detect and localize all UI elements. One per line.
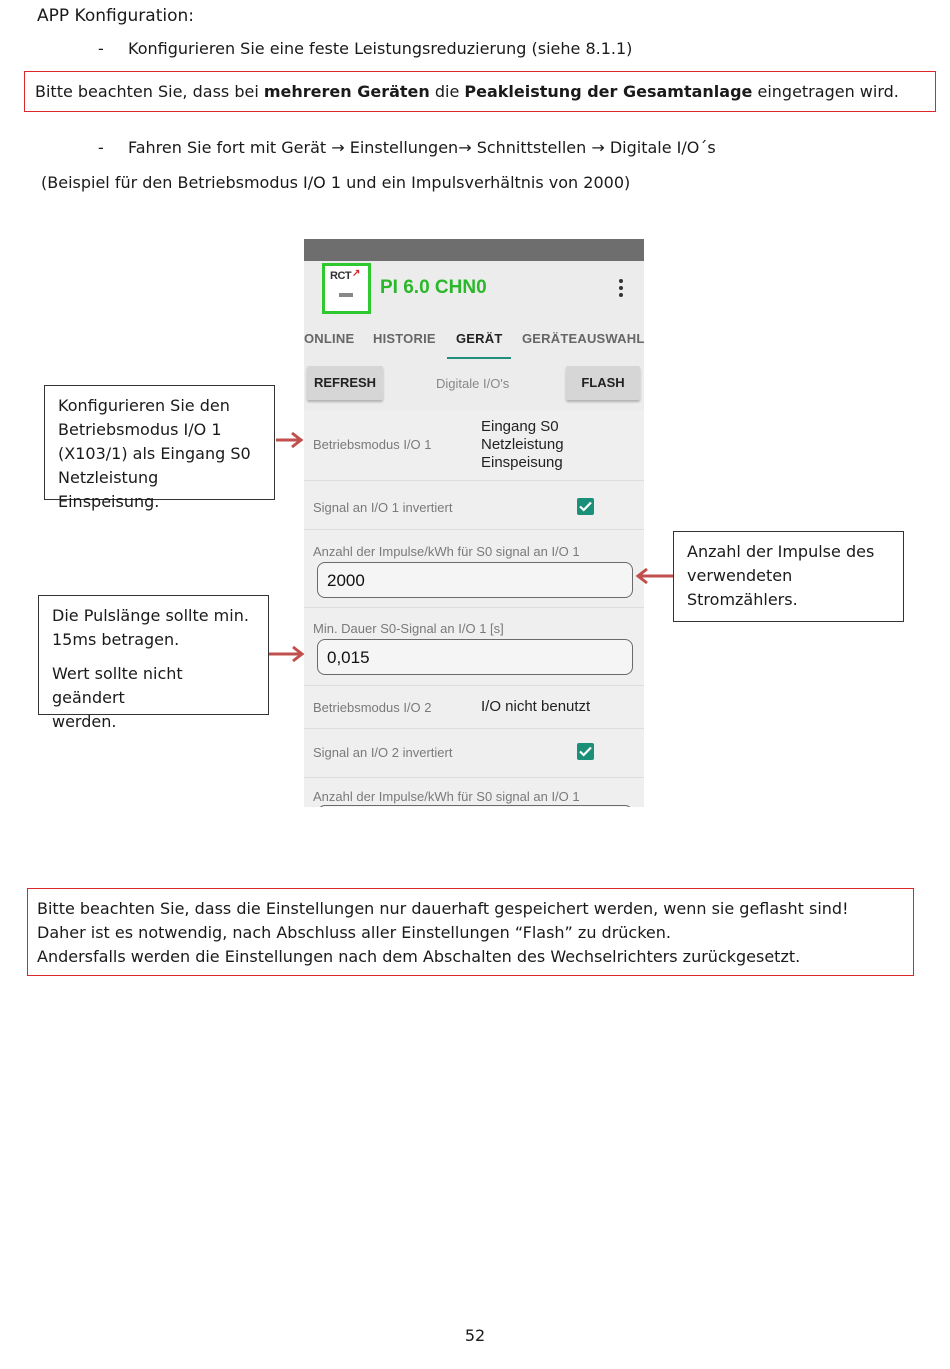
duration-io1-row	[304, 608, 644, 686]
example-caption: (Beispiel für den Betriebsmodus I/O 1 und ein Impulsverhältnis von 2000)	[41, 173, 631, 192]
note-text-part: eingetragen wird.	[752, 82, 899, 101]
callout-line: Anzahl der Impulse des	[687, 542, 875, 561]
signal-io2-checkbox[interactable]	[577, 743, 594, 760]
tab-geraet[interactable]: GERÄT	[456, 331, 503, 346]
logo-sub-mark	[339, 293, 353, 297]
callout-line: Wert sollte nicht geändert	[52, 664, 183, 707]
checkmark-icon	[579, 501, 592, 512]
signal-io1-checkbox[interactable]	[577, 498, 594, 515]
mode-io1-label: Betriebsmodus I/O 1	[313, 437, 432, 452]
arrow-right-icon	[276, 431, 304, 449]
mode-value-line: Einspeisung	[481, 454, 563, 471]
status-bar	[304, 239, 644, 261]
arrow-left-icon	[635, 567, 673, 585]
note-text	[35, 80, 899, 104]
impulses-io1-row	[304, 530, 644, 608]
note-emphasis: Peakleistung der Gesamtanlage	[464, 82, 753, 101]
duration-io1-label: Min. Dauer S0-Signal an I/O 1 [s]	[313, 621, 504, 636]
note-line: Andersfalls werden die Einstellungen nach dem Abschalten des Wechselrichters zurückgesetzt.	[37, 947, 801, 966]
device-title: PI 6.0 CHN0	[380, 277, 487, 298]
note-line: Daher ist es notwendig, nach Abschluss aller Einstellungen “Flash” zu drücken.	[37, 923, 671, 942]
bullet-dash: -	[98, 39, 104, 58]
callout-line: Netzleistung Einspeisung.	[58, 468, 160, 511]
note-line: Bitte beachten Sie, dass die Einstellungen nur dauerhaft gespeichert werden, wenn sie geflasht sind!	[37, 899, 849, 918]
bullet-text: Fahren Sie fort mit Gerät → Einstellungen→ Schnittstellen → Digitale I/O´s	[128, 138, 716, 157]
duration-io1-input[interactable]	[317, 639, 633, 675]
note-emphasis: mehreren Geräten	[263, 82, 430, 101]
mode-io2-label: Betriebsmodus I/O 2	[313, 700, 432, 715]
callout-impulses	[673, 531, 904, 622]
signal-io2-label: Signal an I/O 2 invertiert	[313, 745, 453, 760]
mode-io1-value	[481, 418, 564, 472]
rct-logo	[322, 263, 371, 314]
impulses-io1-label: Anzahl der Impulse/kWh für S0 signal an I/O 1	[313, 544, 580, 559]
mode-io2-row[interactable]	[304, 686, 644, 729]
duration-io1-value: 0,015	[327, 648, 370, 667]
callout-line: (X103/1) als Eingang S0	[58, 444, 251, 463]
mode-value-line: Eingang S0	[481, 418, 559, 435]
impulses-io1-value: 2000	[327, 571, 365, 590]
mode-io2-value: I/O nicht benutzt	[481, 698, 591, 715]
mode-value-line: Netzleistung	[481, 436, 564, 453]
io-toolbar	[304, 363, 644, 407]
tab-online[interactable]: ONLINE	[304, 331, 355, 346]
app-screenshot	[304, 239, 644, 807]
tab-historie[interactable]: HISTORIE	[373, 331, 436, 346]
active-tab-indicator	[447, 357, 511, 359]
page-heading: APP Konfiguration:	[37, 6, 194, 26]
callout-mode	[44, 385, 275, 511]
note-text-part: die	[429, 82, 465, 101]
mode-io1-row[interactable]	[304, 410, 644, 481]
callout-pulse-length	[38, 595, 269, 731]
logo-flash-icon: ↗	[352, 268, 361, 279]
callout-line: 15ms betragen.	[52, 630, 180, 649]
impulses-io2-row	[304, 778, 644, 807]
refresh-button[interactable]: REFRESH	[307, 366, 383, 400]
note-box-flash	[27, 888, 914, 976]
callout-line: werden.	[52, 712, 117, 731]
section-title: Digitale I/O's	[436, 376, 510, 391]
signal-io1-label: Signal an I/O 1 invertiert	[313, 500, 453, 515]
app-bar	[304, 261, 644, 323]
callout-line: Betriebsmodus I/O 1	[58, 420, 222, 439]
callout-line: Konfigurieren Sie den	[58, 396, 230, 415]
impulses-io2-input[interactable]	[317, 805, 633, 807]
callout-line: Die Pulslänge sollte min.	[52, 606, 249, 625]
impulses-io2-label: Anzahl der Impulse/kWh für S0 signal an I/O 1	[313, 789, 580, 804]
impulses-io1-input[interactable]	[317, 562, 633, 598]
signal-io1-row	[304, 481, 644, 530]
callout-line: verwendeten	[687, 566, 793, 585]
bullet-dash: -	[98, 138, 104, 157]
signal-io2-row	[304, 729, 644, 778]
bullet-text: Konfigurieren Sie eine feste Leistungsreduzierung (siehe 8.1.1)	[128, 39, 633, 58]
tab-bar	[304, 323, 644, 359]
flash-button[interactable]: FLASH	[566, 366, 640, 400]
callout-line: Stromzählers.	[687, 590, 798, 609]
logo-text: RCT	[330, 270, 352, 282]
note-text-part: Bitte beachten Sie, dass bei	[35, 82, 264, 101]
overflow-menu-icon[interactable]	[619, 279, 625, 300]
page-number: 52	[464, 1326, 486, 1345]
checkmark-icon	[579, 746, 592, 757]
note-box-peak	[24, 71, 936, 112]
tab-geraeteauswahl[interactable]: GERÄTEAUSWAHL	[522, 331, 644, 346]
arrow-right-icon	[269, 645, 305, 663]
